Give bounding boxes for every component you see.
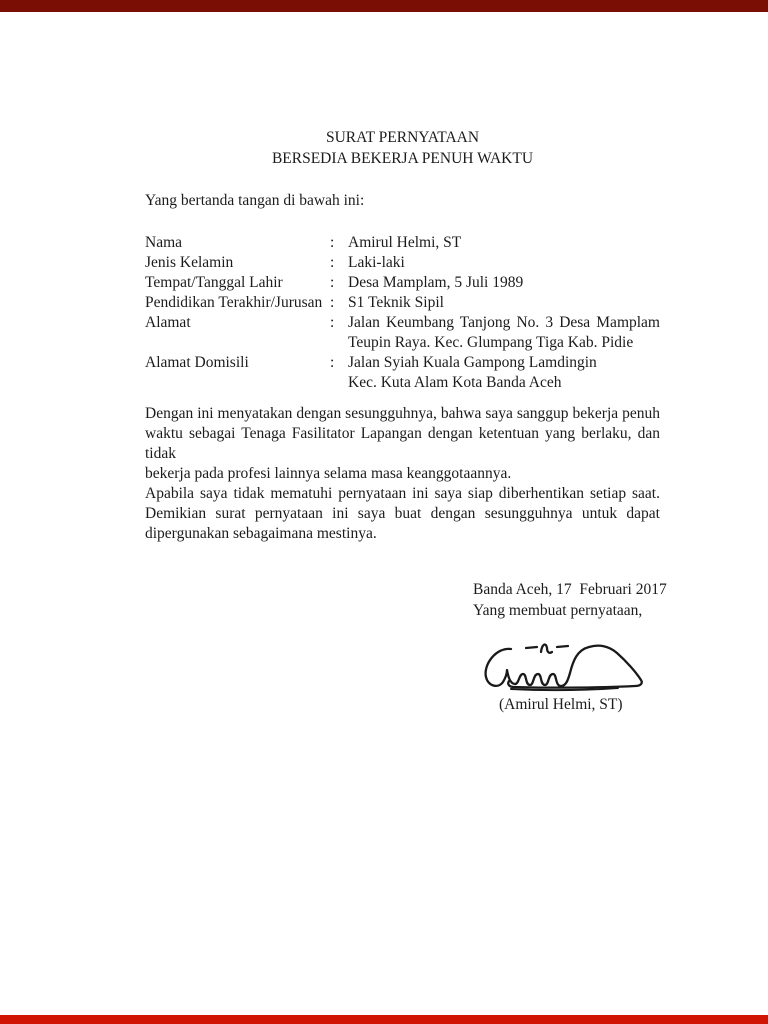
letter-title-line2: BERSEDIA BEKERJA PENUH WAKTU	[271, 150, 534, 167]
field-colon: :	[330, 354, 335, 371]
text-line: Amirul Helmi, ST	[348, 234, 462, 251]
field-value	[348, 253, 660, 273]
field-row-tempat-tanggal-lahir	[145, 273, 660, 293]
text-line: Laki-laki	[348, 254, 405, 271]
text-line: Demikian surat pernyataan ini saya buat dengan sesungguhnya untuk dapat	[145, 505, 660, 522]
field-row-alamat-domisili	[145, 353, 660, 393]
field-value	[348, 233, 660, 253]
top-edge-bar	[0, 0, 768, 12]
text-line: Jalan Syiah Kuala Gampong Lamdingin	[348, 354, 597, 371]
field-label: Tempat/Tanggal Lahir	[145, 274, 283, 291]
place-date-line: Banda Aceh, 17 Februari 2017	[473, 581, 667, 598]
signature-scribble	[478, 640, 648, 692]
field-value	[348, 273, 660, 293]
field-label: Alamat Domisili	[145, 354, 249, 371]
field-colon: :	[330, 314, 335, 331]
field-row-alamat	[145, 313, 660, 353]
signature-h-mark	[526, 645, 568, 653]
text-line: Kec. Kuta Alam Kota Banda Aceh	[348, 374, 562, 391]
intro-line: Yang bertanda tangan di bawah ini:	[145, 192, 365, 209]
field-label: Alamat	[145, 314, 191, 331]
text-line: Desa Mamplam, 5 Juli 1989	[348, 274, 524, 291]
data-fields	[145, 233, 660, 393]
statement-paragraph-2	[145, 484, 660, 544]
field-colon: :	[330, 254, 335, 271]
text-line: Apabila saya tidak mematuhi pernyataan ini saya siap diberhentikan setiap saat.	[145, 485, 660, 502]
text-line: Jalan Keumbang Tanjong No. 3 Desa Mamplam	[348, 314, 660, 331]
text-line: Dengan ini menyatakan dengan sesungguhnya, bahwa saya sanggup bekerja penuh	[145, 405, 660, 422]
field-value	[348, 353, 660, 393]
field-colon: :	[330, 294, 335, 311]
letter-title-line1: SURAT PERNYATAAN	[325, 129, 480, 146]
letter-title	[145, 127, 660, 169]
closing-block	[473, 579, 683, 621]
field-row-jenis-kelamin	[145, 253, 660, 273]
text-line: S1 Teknik Sipil	[348, 294, 444, 311]
text-line: waktu sebagai Tenaga Fasilitator Lapangan dengan ketentuan yang berlaku, dan tidak	[145, 425, 660, 462]
sign-label-line: Yang membuat pernyataan,	[473, 602, 643, 619]
field-row-pendidikan	[145, 293, 660, 313]
signer-name: (Amirul Helmi, ST)	[499, 696, 623, 713]
field-row-nama	[145, 233, 660, 253]
field-value	[348, 293, 660, 313]
field-value	[348, 313, 660, 353]
bottom-edge-bar	[0, 1015, 768, 1024]
statement-paragraph-1	[145, 404, 660, 484]
field-colon: :	[330, 234, 335, 251]
field-label: Nama	[145, 234, 183, 251]
field-colon: :	[330, 274, 335, 291]
field-label: Jenis Kelamin	[145, 254, 234, 271]
text-line: Teupin Raya. Kec. Glumpang Tiga Kab. Pidie	[348, 334, 634, 351]
field-label: Pendidikan Terakhir/Jurusan	[145, 294, 323, 311]
text-line: dipergunakan sebagaimana mestinya.	[145, 525, 377, 542]
text-line: bekerja pada profesi lainnya selama masa keanggotaannya.	[145, 465, 512, 482]
signature-main-stroke	[486, 646, 642, 688]
